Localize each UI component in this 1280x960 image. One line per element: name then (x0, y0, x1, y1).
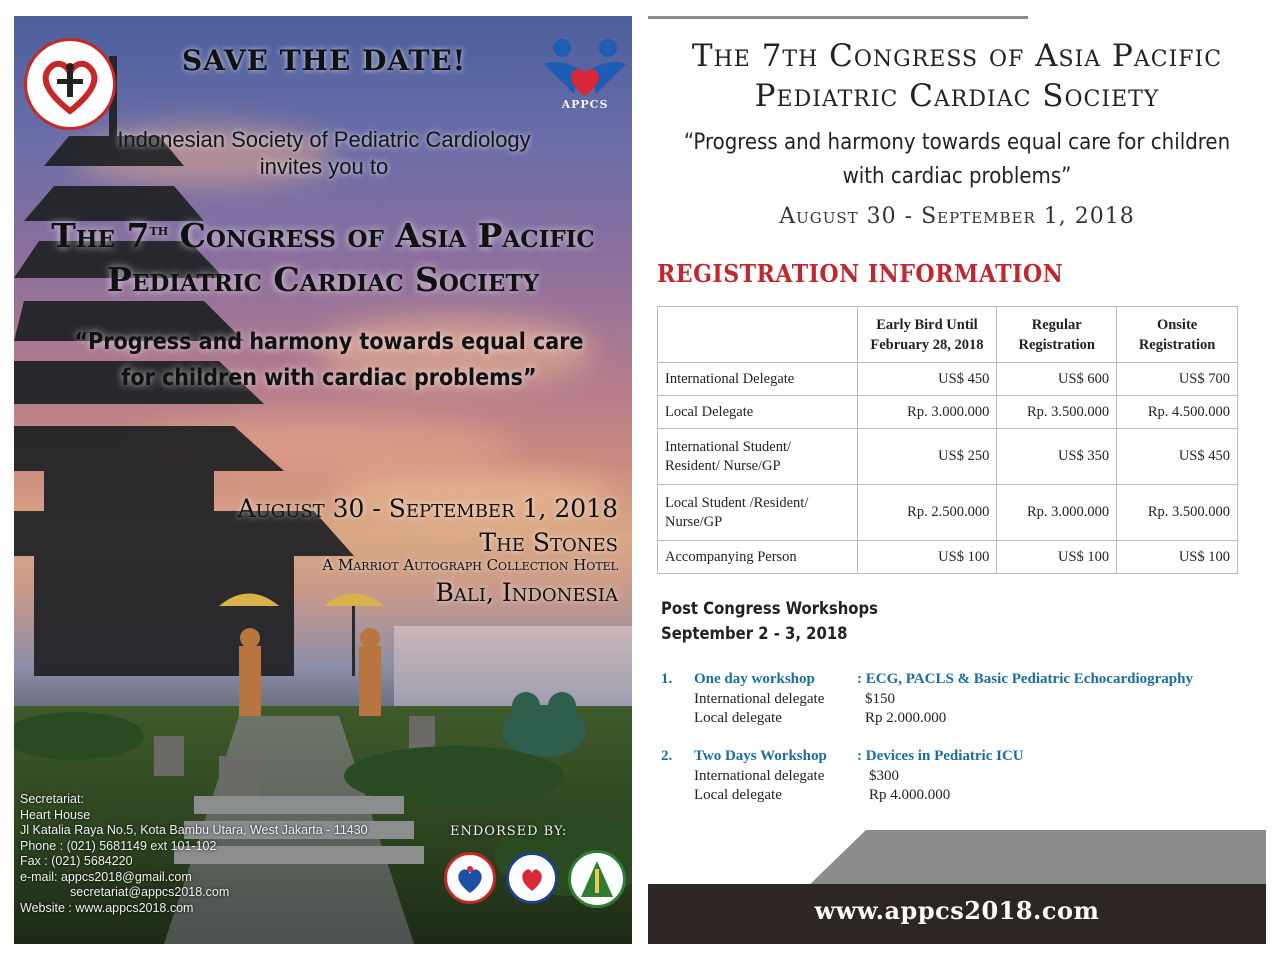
label-line: Local Delegate (665, 403, 754, 420)
workshop-local-label: Local delegate (694, 787, 782, 803)
fee-cell: US$ 100 (997, 541, 1117, 574)
table-header-blank (658, 307, 858, 363)
label-line: Accompanying Person (665, 548, 797, 565)
flyer-motto-line-2: with cardiac problems” (842, 164, 1072, 189)
flyer-motto-line-1: “Progress and harmony towards equal care for children (683, 130, 1231, 155)
flyer-title-line-2: Pediatric Cardiac Society (754, 78, 1160, 114)
invites-line: invites you to (259, 154, 389, 179)
title-rest: Congress of Asia Pacific (168, 216, 595, 255)
fee-cell: Rp. 3.500.000 (997, 396, 1117, 429)
fee-cell: US$ 100 (1117, 541, 1238, 574)
poster-date: August 30 - September 1, 2018 (237, 494, 618, 523)
secretariat-address: Jl Katalia Raya No.5, Kota Bambu Utara, West Jakarta - 11430 (20, 823, 368, 837)
fee-cell: US$ 450 (1117, 429, 1238, 485)
secretariat-label: Secretariat: (20, 792, 84, 806)
table-header-row (658, 307, 1238, 363)
table-row (658, 363, 1238, 396)
workshop-topic: : Devices in Pediatric ICU (857, 748, 1024, 764)
fee-cell: Rp. 3.500.000 (1117, 485, 1238, 541)
secretariat-website[interactable]: Website : www.appcs2018.com (20, 900, 194, 915)
flyer-motto (668, 126, 1246, 194)
row-label (658, 363, 858, 396)
title-prefix: The 7 (51, 216, 150, 255)
fee-cell: Rp. 3.000.000 (857, 396, 997, 429)
fee-cell: US$ 100 (857, 541, 997, 574)
secretariat-email-1[interactable]: e-mail: appcs2018@gmail.com (20, 869, 192, 884)
workshop-number: 2. (661, 748, 673, 764)
motto-line-2: for children with cardiac problems” (121, 365, 537, 391)
label-line: Nurse/GP (665, 513, 723, 530)
fee-cell: Rp. 4.500.000 (1117, 396, 1238, 429)
heart-icon (509, 855, 555, 901)
flyer-title-line-1: The 7th Congress of Asia Pacific (691, 38, 1223, 74)
motto-line-1: “Progress and harmony towards equal care (74, 329, 584, 355)
workshop-name: Two Days Workshop (694, 748, 827, 764)
website-link[interactable]: www.appcs2018.com (814, 896, 1100, 925)
poster-location: Bali, Indonesia (435, 578, 618, 607)
workshop-local-price: Rp 4.000.000 (869, 787, 951, 803)
fee-cell: US$ 350 (997, 429, 1117, 485)
row-label (658, 485, 858, 541)
secretariat-contact (20, 792, 440, 916)
label-line: International Student/ (665, 438, 792, 455)
table-row (658, 429, 1238, 485)
header-line: Onsite (1156, 316, 1198, 333)
table-row (658, 541, 1238, 574)
secretariat-phone: Phone : (021) 5681149 ext 101-102 (20, 838, 217, 853)
top-divider (648, 16, 1028, 19)
registration-heading: REGISTRATION INFORMATION (657, 259, 1064, 288)
row-label (658, 396, 858, 429)
table-header-onsite (1117, 307, 1238, 363)
label-line: Resident/ Nurse/GP (665, 457, 781, 474)
secretariat-fax: Fax : (021) 5684220 (20, 854, 133, 868)
endorser-logo-heart (506, 852, 558, 904)
poster-venue: The Stones (479, 528, 618, 557)
fee-cell: US$ 250 (857, 429, 997, 485)
title-superscript: th (149, 220, 169, 239)
host-name: Indonesian Society of Pediatric Cardiology (117, 127, 531, 152)
poster-motto (54, 324, 604, 396)
workshop-local-price: Rp 2.000.000 (865, 710, 947, 726)
flyer-date: August 30 - September 1, 2018 (779, 204, 1135, 229)
title-line-2: Pediatric Cardiac Society (107, 260, 539, 299)
workshop-name: One day workshop (694, 671, 815, 687)
row-label (658, 541, 858, 574)
fee-cell: Rp. 3.000.000 (997, 485, 1117, 541)
registration-fee-table (657, 306, 1238, 574)
table-header-early-bird (857, 307, 997, 363)
fee-cell: US$ 450 (857, 363, 997, 396)
table-row (658, 396, 1238, 429)
save-the-date-poster (14, 16, 632, 944)
appcs-logo-text: APPCS (561, 98, 609, 111)
header-line: February 28, 2018 (870, 336, 984, 353)
workshops-date: September 2 - 3, 2018 (661, 624, 848, 643)
save-the-date-heading: SAVE THE DATE! (181, 44, 467, 77)
header-line: Registration (1018, 336, 1095, 353)
endorsed-by-label: ENDORSED BY: (450, 824, 568, 839)
ispc-logo (24, 38, 116, 130)
workshop-item-1 (661, 670, 1251, 729)
endorser-logo-idai (568, 850, 626, 908)
host-invitation (54, 126, 594, 180)
workshop-intl-price: $150 (865, 690, 895, 707)
table-header-regular (997, 307, 1117, 363)
workshop-intl-label: International delegate (694, 767, 825, 784)
workshop-number: 1. (661, 671, 673, 687)
label-line: Local Student /Resident/ (665, 494, 809, 511)
header-line: Early Bird Until (876, 316, 978, 333)
flyer-congress-title (648, 36, 1266, 116)
fee-cell: US$ 700 (1117, 363, 1238, 396)
caduceus-icon (571, 853, 623, 905)
table-row (658, 485, 1238, 541)
poster-congress-title (14, 208, 632, 302)
secretariat-email-2[interactable]: secretariat@appcs2018.com (70, 885, 230, 899)
poster-hotel: A Marriot Autograph Collection Hotel (322, 556, 618, 574)
header-line: Regular (1031, 316, 1082, 333)
workshops-heading (661, 596, 878, 646)
fee-cell: Rp. 2.500.000 (857, 485, 997, 541)
row-label (658, 429, 858, 485)
workshop-intl-price: $300 (869, 767, 899, 784)
endorser-logo-perki (444, 852, 496, 904)
workshop-item-2 (661, 747, 1251, 806)
label-line: International Delegate (665, 370, 795, 387)
heart-icon (27, 41, 113, 127)
workshops-title: Post Congress Workshops (661, 599, 878, 618)
workshop-topic: : ECG, PACLS & Basic Pediatric Echocardiography (857, 671, 1193, 687)
registration-flyer (648, 16, 1266, 944)
fee-cell: US$ 600 (997, 363, 1117, 396)
heart-figure-icon (447, 855, 493, 901)
workshop-local-label: Local delegate (694, 710, 782, 726)
workshop-intl-label: International delegate (694, 690, 825, 707)
secretariat-org: Heart House (20, 807, 91, 822)
header-line: Registration (1138, 336, 1216, 353)
